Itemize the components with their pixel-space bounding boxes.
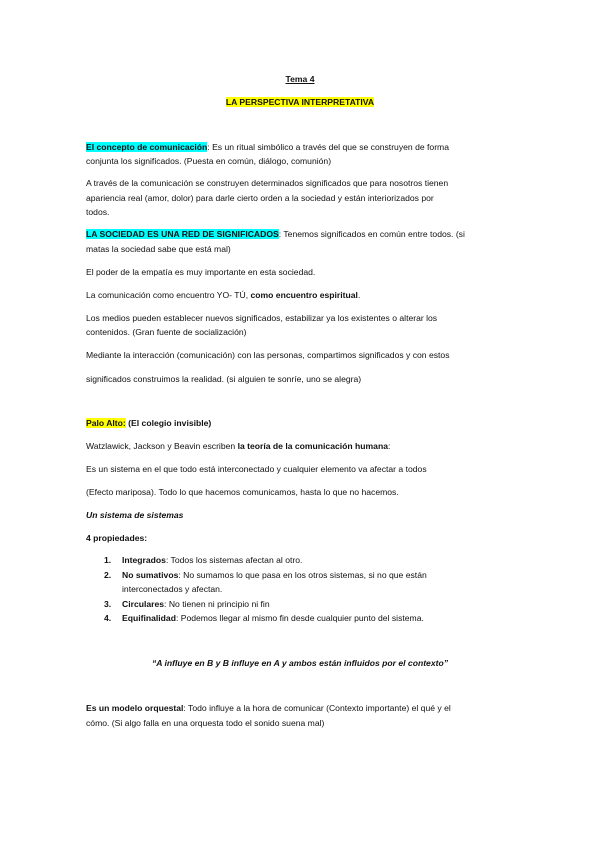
encounter-paragraph: La comunicación como encuentro YO- TÚ, como encuentro espiritual. xyxy=(86,290,361,300)
paragraph-line: significados construimos la realidad. (si alguien te sonríe, uno se alegra) xyxy=(86,374,362,384)
palo-alto-heading: Palo Alto: (El colegio invisible) xyxy=(86,418,212,428)
page-title xyxy=(0,95,600,110)
list-item: Circulares: No tienen ni principio ni fin xyxy=(122,599,270,609)
list-item: No sumativos: No sumamos lo que pasa en los otros sistemas, si no que están xyxy=(122,570,427,580)
list-item: Integrados: Todos los sistemas afectan al otro. xyxy=(122,555,303,565)
paragraph-line: A través de la comunicación se construyen determinados significados que para nosotros tienen xyxy=(86,178,449,188)
paragraph-line: todos. xyxy=(86,207,110,217)
orchestra-paragraph-line-2: cómo. (Si algo falla en una orquesta todo el sonido suena mal) xyxy=(86,718,325,728)
list-number: 1. xyxy=(104,555,112,565)
concept-paragraph-line-2: conjunta los significados. (Puesta en común, diálogo, comunión) xyxy=(86,156,332,166)
orchestra-paragraph-line-1: Es un modelo orquestal: Todo influye a la hora de comunicar (Contexto importante) el qué y el xyxy=(86,703,451,713)
orchestra-term: Es un modelo orquestal xyxy=(86,703,184,713)
page-title-text: LA PERSPECTIVA INTERPRETATIVA xyxy=(225,97,375,107)
paragraph-line: contenidos. (Gran fuente de socialización) xyxy=(86,327,247,337)
empathy-paragraph: El poder de la empatía es muy importante en esta sociedad. xyxy=(86,267,316,277)
list-number: 4. xyxy=(104,613,112,623)
society-paragraph-line-1: LA SOCIEDAD ES UNA RED DE SIGNIFICADOS: Tenemos significados en común entre todos. (si xyxy=(86,229,465,239)
list-item-continuation: interconectados y afectan. xyxy=(122,584,223,594)
list-item: Equifinalidad: Podemos llegar al mismo fin desde cualquier punto del sistema. xyxy=(122,613,424,623)
list-number: 2. xyxy=(104,570,112,580)
list-number: 3. xyxy=(104,599,112,609)
topic-number: Tema 4 xyxy=(285,74,315,84)
palo-alto-term: Palo Alto: xyxy=(86,418,126,428)
paragraph-line: Mediante la interacción (comunicación) con las personas, compartimos significados y con estos xyxy=(86,350,450,360)
subtitle: Un sistema de sistemas xyxy=(86,510,184,520)
quote: “A influye en B y B influye en A y ambos están influidos por el contexto” xyxy=(151,658,449,668)
paragraph-line: Es un sistema en el que todo está interconectado y cualquier elemento va afectar a todos xyxy=(86,464,427,474)
paragraph-line: Los medios pueden establecer nuevos significados, estabilizar ya los existentes o alterar los xyxy=(86,313,438,323)
concept-term: El concepto de comunicación xyxy=(86,142,208,152)
paragraph-line: apariencia real (amor, dolor) para darle cierto orden a la sociedad y están interiorizados por xyxy=(86,193,434,203)
paragraph-line: (Efecto mariposa). Todo lo que hacemos comunicamos, hasta lo que no hacemos. xyxy=(86,487,399,497)
society-term: LA SOCIEDAD ES UNA RED DE SIGNIFICADOS xyxy=(86,229,279,239)
society-paragraph-line-2: matas la sociedad sabe que está mal) xyxy=(86,244,231,254)
properties-heading: 4 propiedades: xyxy=(86,533,148,543)
concept-paragraph-line-1: El concepto de comunicación: Es un ritual simbólico a través del que se construyen de forma xyxy=(86,142,449,152)
authors-paragraph: Watzlawick, Jackson y Beavin escriben la teoría de la comunicación humana: xyxy=(86,441,391,451)
